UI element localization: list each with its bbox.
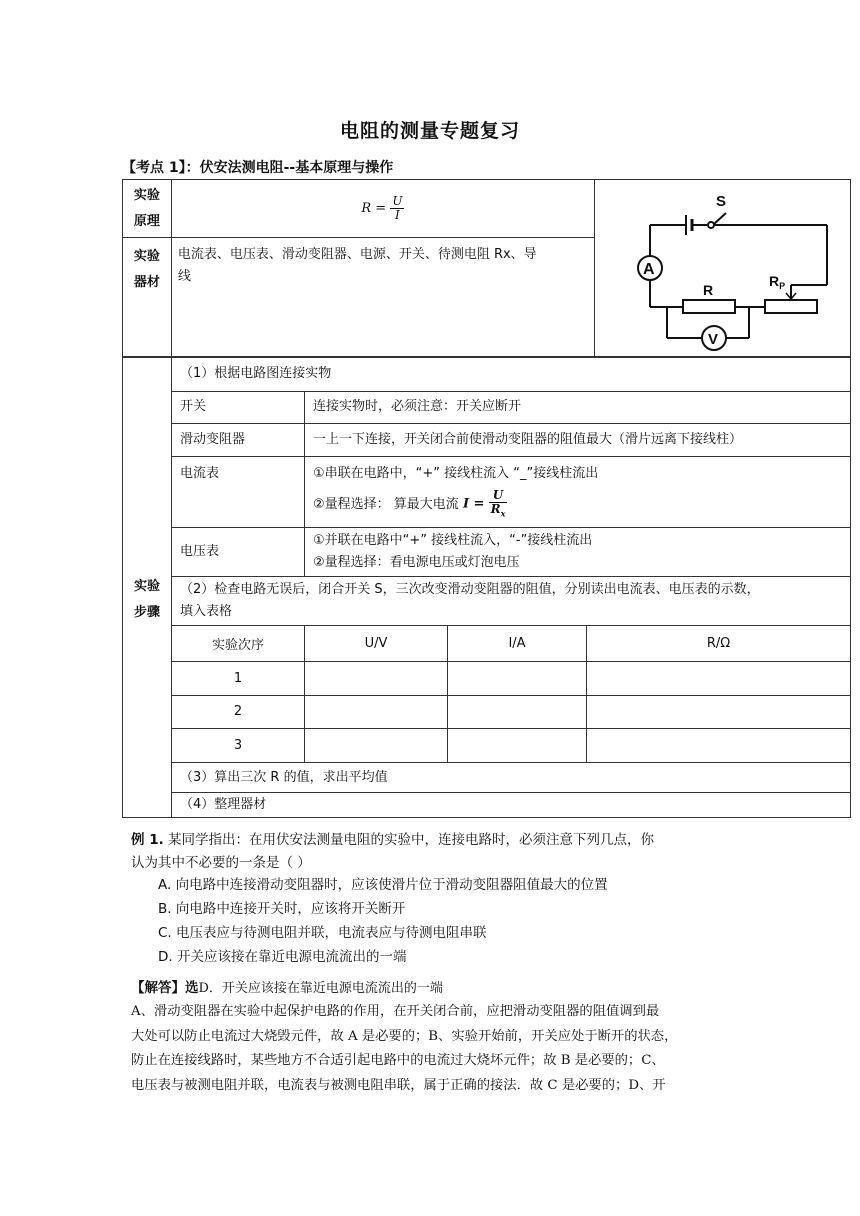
table-row — [123, 661, 851, 695]
principle-label — [123, 180, 172, 238]
resistor-symbol — [683, 300, 735, 313]
table-cell-order: 2 — [172, 695, 305, 729]
switch-name: 开关 — [172, 391, 305, 424]
section-heading — [122, 157, 393, 177]
option-a: A. 向电路中连接滑动变阻器时，应该使滑片位于滑动变阻器阻值最大的位置 — [158, 877, 608, 893]
explanation-line2: 大处可以防止电流过大烧毁元件，故 A 是必要的；B、实验开始前，开关应处于断开的状态， — [131, 1028, 678, 1044]
principle-formula — [171, 180, 594, 238]
explanation — [131, 1000, 677, 1098]
steps-label-line2: 步骤 — [133, 604, 160, 620]
table-cell — [587, 661, 851, 695]
table-cell — [305, 661, 448, 695]
table-cell-order: 1 — [172, 661, 305, 695]
step2-line2: 填入表格 — [180, 604, 233, 620]
answer-line — [131, 977, 443, 1000]
table-cell — [448, 729, 587, 763]
switch-text: 连接实物时，必须注意：开关应断开 — [305, 391, 851, 424]
explanation-line3: 防止在连接线路时，某些地方不合适引起电路中的电流过大烧坏元件；故 B 是必要的；C、 — [131, 1053, 665, 1068]
table-cell-order: 3 — [172, 729, 305, 763]
ammeter-text — [305, 456, 851, 527]
principle-equipment-table — [122, 179, 851, 358]
step4-text: （4）整理器材 — [172, 793, 851, 818]
table-row — [123, 729, 851, 763]
equipment-text — [171, 238, 594, 358]
principle-label-line2: 原理 — [133, 213, 160, 229]
ammeter-den-main: R — [490, 502, 501, 517]
table-header-resistance: R/Ω — [587, 626, 851, 662]
equipment-text-line2: 线 — [177, 269, 191, 285]
ammeter-range-text: ②量程选择： 算最大电流 — [313, 497, 459, 513]
section-point-label: 【考点 1】 — [122, 160, 186, 176]
step3-text: （3）算出三次 R 的值，求出平均值 — [172, 762, 851, 793]
table-cell — [448, 661, 587, 695]
section-point-text: ：伏安法测电阻--基本原理与操作 — [185, 160, 394, 176]
page-title: 电阻的测量专题复习 — [339, 120, 520, 142]
step2-line1: （2）检查电路无误后，闭合开关 S，三次改变滑动变阻器的阻值，分别读出电流表、电压表的示数， — [180, 582, 760, 598]
table-header-current: I/A — [448, 626, 587, 662]
table-header-order: 实验次序 — [172, 626, 305, 662]
table-cell — [587, 729, 851, 763]
table-cell — [305, 729, 448, 763]
voltmeter-text-line1: ①并联在电路中“+” 接线柱流入，“-”接线柱流出 — [313, 533, 593, 549]
equipment-label-line1: 实验 — [133, 249, 160, 265]
ammeter-text-line1: ①串联在电路中，“+” 接线柱流入 “_”接线柱流出 — [313, 466, 599, 482]
steps-label-line1: 实验 — [133, 578, 160, 594]
principle-numerator: U — [392, 194, 403, 209]
equipment-text-line1: 电流表、电压表、滑动变阻器、电源、开关、待测电阻 Rx、导 — [177, 247, 537, 263]
step2-text — [172, 577, 851, 626]
ammeter-formula-lhs: I = — [462, 497, 485, 513]
option-d: D. 开关应该接在靠近电源电流流出的一端 — [158, 949, 407, 965]
principle-label-line1: 实验 — [133, 187, 160, 203]
switch-label: S — [715, 193, 726, 210]
circuit-diagram-cell — [594, 180, 850, 358]
voltmeter-name: 电压表 — [172, 528, 305, 577]
option-b: B. 向电路中连接开关时，应该将开关断开 — [158, 901, 406, 917]
circuit-diagram — [595, 180, 850, 357]
ammeter-den-sub: x — [500, 508, 506, 519]
steps-table — [122, 356, 851, 818]
answer-label: 【解答】选 — [131, 980, 199, 996]
explanation-line1: A、滑动变阻器在实验中起保护电路的作用，在开关闭合前，应把滑动变阻器的阻值调到最 — [131, 1004, 660, 1019]
voltmeter-text — [305, 528, 851, 577]
answer-text: D．开关应该接在靠近电源电流流出的一端 — [198, 981, 443, 996]
steps-label — [123, 357, 172, 818]
principle-denominator: I — [395, 208, 400, 223]
equipment-label-line2: 器材 — [133, 275, 160, 291]
ammeter-denominator — [489, 503, 508, 520]
example-label: 例 1. — [131, 832, 164, 848]
ammeter-numerator: U — [489, 489, 508, 503]
table-cell — [448, 695, 587, 729]
table-header-voltage: U/V — [305, 626, 448, 662]
resistor-label: R — [702, 282, 714, 298]
rheostat-symbol — [765, 300, 817, 313]
table-cell — [587, 695, 851, 729]
rheostat-label: $R_P$ — [768, 273, 786, 291]
table-cell — [305, 695, 448, 729]
ammeter-fraction — [489, 489, 508, 520]
voltmeter-text-line2: ②量程选择：看电源电压或灯泡电压 — [313, 555, 520, 571]
equipment-label — [123, 238, 172, 358]
example-question-line2: 认为其中不必要的一条是（ ） — [131, 855, 311, 871]
principle-formula-lhs: R = — [361, 201, 387, 217]
ammeter-name: 电流表 — [172, 456, 305, 527]
explanation-line4: 电压表与被测电阻并联，电流表与被测电阻串联，属于正确的接法．故 C 是必要的；D、开 — [131, 1077, 666, 1093]
rheostat-name: 滑动变阻器 — [172, 424, 305, 457]
principle-fraction — [390, 195, 404, 222]
rheostat-text: 一上一下连接，开关闭合前使滑动变阻器的阻值最大（滑片远离下接线柱） — [305, 424, 851, 457]
ammeter-label: A — [642, 261, 655, 278]
example-question-line1 — [131, 828, 654, 852]
example-q1: 某同学指出：在用伏安法测量电阻的实验中，连接电路时，必须注意下列几点，你 — [163, 832, 655, 848]
step1-text: （1）根据电路图连接实物 — [172, 357, 851, 392]
ammeter-text-line2 — [313, 489, 850, 520]
voltmeter-label: V — [707, 331, 718, 348]
table-row — [123, 695, 851, 729]
option-c: C. 电压表应与待测电阻并联，电流表应与待测电阻串联 — [158, 925, 487, 941]
